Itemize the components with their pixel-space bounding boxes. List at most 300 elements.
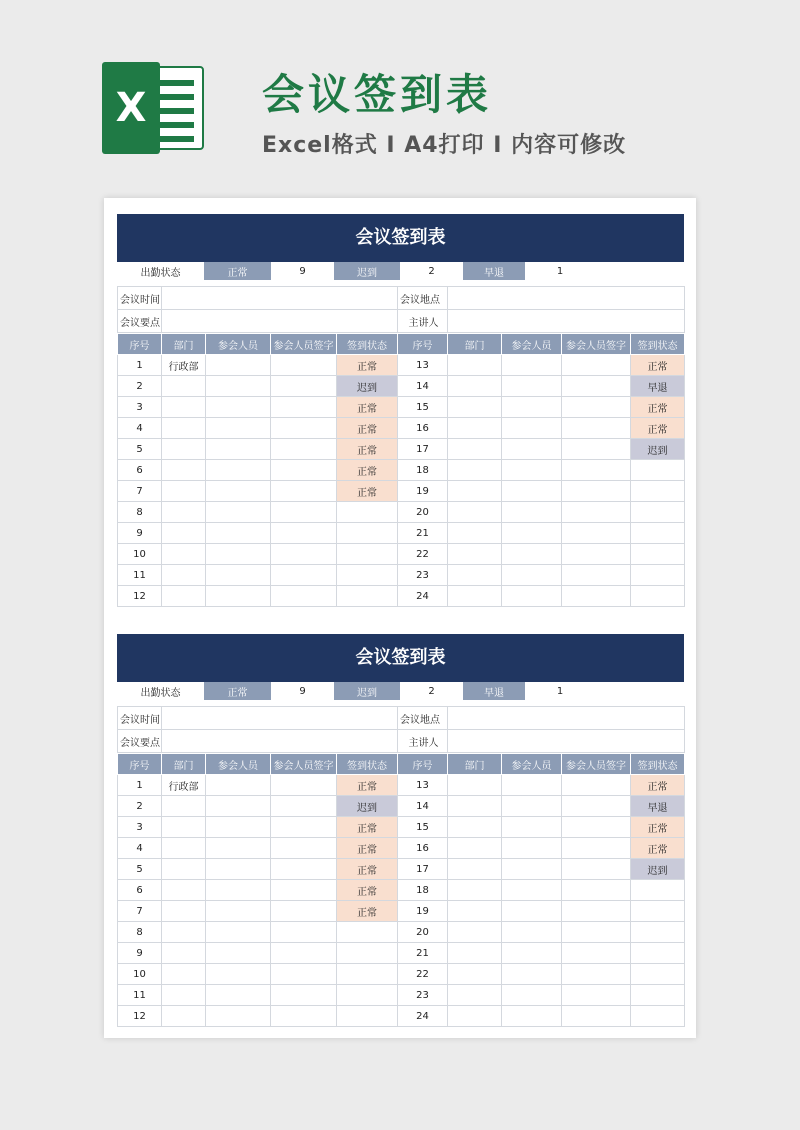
signin-status-cell[interactable]: 正常 (631, 355, 685, 376)
column-header: 部门 (162, 334, 206, 355)
signin-status-cell[interactable] (337, 922, 398, 943)
meeting-time-label: 会议时间 (118, 287, 162, 310)
attendee-cell[interactable] (206, 355, 271, 376)
column-header: 签到状态 (337, 754, 398, 775)
attendance-type-label: 早退 (463, 262, 525, 280)
page-title: 会议签到表 (262, 70, 493, 119)
meeting-info (117, 286, 685, 333)
department-cell[interactable] (448, 985, 502, 1006)
signature-cell[interactable] (271, 817, 337, 838)
row-number: 13 (398, 775, 448, 796)
row-number: 17 (398, 439, 448, 460)
signature-cell[interactable] (271, 838, 337, 859)
department-cell[interactable] (448, 796, 502, 817)
signature-cell[interactable] (562, 775, 631, 796)
signin-sheet (117, 214, 684, 607)
attendee-cell[interactable] (206, 460, 271, 481)
attendee-cell[interactable] (206, 1006, 271, 1027)
attendee-cell[interactable] (502, 985, 562, 1006)
signin-status-cell[interactable] (631, 901, 685, 922)
table-row (118, 880, 685, 901)
row-number: 11 (118, 985, 162, 1006)
signature-cell[interactable] (562, 565, 631, 586)
signature-cell[interactable] (271, 355, 337, 376)
attendee-cell[interactable] (206, 796, 271, 817)
department-cell[interactable] (162, 922, 206, 943)
row-number: 5 (118, 439, 162, 460)
signin-status-cell[interactable]: 正常 (337, 439, 398, 460)
attendee-cell[interactable] (206, 418, 271, 439)
signature-cell[interactable] (562, 355, 631, 376)
attendee-cell[interactable] (502, 922, 562, 943)
signin-status-cell[interactable] (337, 964, 398, 985)
attendee-cell[interactable] (502, 418, 562, 439)
row-number: 12 (118, 586, 162, 607)
signature-cell[interactable] (562, 460, 631, 481)
attendee-cell[interactable] (502, 1006, 562, 1027)
signature-cell[interactable] (271, 502, 337, 523)
column-header: 参会人员 (206, 754, 271, 775)
table-row (118, 901, 685, 922)
signature-cell[interactable] (271, 418, 337, 439)
attendee-cell[interactable] (502, 544, 562, 565)
row-number: 20 (398, 922, 448, 943)
signin-status-cell[interactable]: 正常 (337, 481, 398, 502)
signin-status-cell[interactable] (631, 502, 685, 523)
column-header: 参会人员 (502, 334, 562, 355)
attendee-cell[interactable] (502, 880, 562, 901)
signature-cell[interactable] (562, 502, 631, 523)
attendee-cell[interactable] (502, 355, 562, 376)
row-number: 4 (118, 418, 162, 439)
signature-cell[interactable] (562, 1006, 631, 1027)
meeting-points-label: 会议要点 (118, 730, 162, 753)
row-number: 10 (118, 964, 162, 985)
attendee-cell[interactable] (206, 523, 271, 544)
table-row (118, 565, 685, 586)
signin-status-cell[interactable]: 正常 (337, 397, 398, 418)
signature-cell[interactable] (271, 964, 337, 985)
signature-cell[interactable] (271, 565, 337, 586)
signature-cell[interactable] (271, 922, 337, 943)
department-cell[interactable] (162, 565, 206, 586)
signature-cell[interactable] (562, 523, 631, 544)
signin-status-cell[interactable]: 正常 (337, 880, 398, 901)
attendee-cell[interactable] (502, 502, 562, 523)
sheet-title: 会议签到表 (117, 214, 684, 262)
signin-status-cell[interactable]: 正常 (337, 775, 398, 796)
department-cell[interactable] (448, 481, 502, 502)
department-cell[interactable] (162, 859, 206, 880)
department-cell[interactable]: 行政部 (162, 355, 206, 376)
row-number: 16 (398, 418, 448, 439)
signin-status-cell[interactable]: 正常 (631, 397, 685, 418)
signin-status-cell[interactable]: 正常 (337, 418, 398, 439)
signin-status-cell[interactable] (631, 943, 685, 964)
row-number: 6 (118, 880, 162, 901)
signin-status-cell[interactable] (337, 544, 398, 565)
attendee-cell[interactable] (206, 586, 271, 607)
speaker-field[interactable] (448, 310, 685, 333)
signin-status-cell[interactable] (631, 964, 685, 985)
table-row (118, 355, 685, 376)
row-number: 10 (118, 544, 162, 565)
signature-cell[interactable] (562, 817, 631, 838)
table-row (118, 523, 685, 544)
signature-cell[interactable] (271, 481, 337, 502)
signin-status-cell[interactable] (631, 544, 685, 565)
signature-cell[interactable] (271, 586, 337, 607)
attendee-cell[interactable] (206, 502, 271, 523)
department-cell[interactable] (448, 838, 502, 859)
signature-cell[interactable] (562, 985, 631, 1006)
signature-cell[interactable] (271, 397, 337, 418)
signin-status-cell[interactable]: 迟到 (631, 439, 685, 460)
signature-cell[interactable] (562, 943, 631, 964)
department-cell[interactable] (448, 901, 502, 922)
department-cell[interactable] (162, 418, 206, 439)
table-row (118, 943, 685, 964)
signin-status-cell[interactable]: 早退 (631, 376, 685, 397)
column-header: 签到状态 (631, 334, 685, 355)
signature-cell[interactable] (271, 376, 337, 397)
attendance-type-label: 迟到 (334, 262, 400, 280)
attendee-cell[interactable] (502, 586, 562, 607)
attendee-cell[interactable] (206, 901, 271, 922)
attendee-cell[interactable] (206, 964, 271, 985)
row-number: 13 (398, 355, 448, 376)
department-cell[interactable] (448, 565, 502, 586)
signature-cell[interactable] (271, 1006, 337, 1027)
row-number: 7 (118, 901, 162, 922)
attendance-summary (117, 682, 684, 700)
signature-cell[interactable] (271, 985, 337, 1006)
signature-cell[interactable] (562, 901, 631, 922)
department-cell[interactable] (448, 880, 502, 901)
attendance-summary (117, 262, 684, 280)
row-number: 23 (398, 985, 448, 1006)
department-cell[interactable] (162, 880, 206, 901)
table-row (118, 586, 685, 607)
signin-status-cell[interactable] (631, 985, 685, 1006)
department-cell[interactable] (162, 964, 206, 985)
column-header: 参会人员 (206, 334, 271, 355)
signature-cell[interactable] (271, 439, 337, 460)
table-row (118, 397, 685, 418)
signin-status-cell[interactable]: 正常 (337, 355, 398, 376)
signin-table (117, 333, 685, 607)
department-cell[interactable] (448, 523, 502, 544)
department-cell[interactable] (162, 397, 206, 418)
signature-cell[interactable] (271, 775, 337, 796)
attendance-count: 2 (428, 685, 435, 697)
table-row (118, 985, 685, 1006)
table-row (118, 418, 685, 439)
department-cell[interactable] (448, 355, 502, 376)
signin-status-cell[interactable]: 正常 (631, 838, 685, 859)
row-number: 4 (118, 838, 162, 859)
attendee-cell[interactable] (502, 838, 562, 859)
signin-status-cell[interactable] (337, 502, 398, 523)
department-cell[interactable] (448, 418, 502, 439)
attendee-cell[interactable] (206, 775, 271, 796)
row-number: 5 (118, 859, 162, 880)
attendance-type-label: 迟到 (334, 682, 400, 700)
signature-cell[interactable] (271, 523, 337, 544)
signin-status-cell[interactable] (631, 880, 685, 901)
signature-cell[interactable] (271, 460, 337, 481)
page-subtitle: Excel格式 I A4打印 I 内容可修改 (262, 133, 627, 158)
signin-status-cell[interactable] (337, 943, 398, 964)
row-number: 15 (398, 397, 448, 418)
attendee-cell[interactable] (502, 964, 562, 985)
signin-status-cell[interactable] (631, 481, 685, 502)
signin-status-cell[interactable] (337, 586, 398, 607)
signin-status-cell[interactable] (631, 460, 685, 481)
department-cell[interactable] (448, 586, 502, 607)
department-cell[interactable] (448, 817, 502, 838)
department-cell[interactable] (448, 439, 502, 460)
table-row (118, 817, 685, 838)
department-cell[interactable] (448, 1006, 502, 1027)
department-cell[interactable] (162, 460, 206, 481)
row-number: 11 (118, 565, 162, 586)
column-header: 序号 (118, 754, 162, 775)
attendee-cell[interactable] (502, 439, 562, 460)
signature-cell[interactable] (562, 439, 631, 460)
excel-logo-icon (102, 62, 206, 154)
attendee-cell[interactable] (502, 859, 562, 880)
row-number: 21 (398, 943, 448, 964)
department-cell[interactable] (162, 901, 206, 922)
attendee-cell[interactable] (206, 880, 271, 901)
row-number: 9 (118, 943, 162, 964)
attendee-cell[interactable] (502, 376, 562, 397)
department-cell[interactable] (162, 985, 206, 1006)
signature-cell[interactable] (562, 586, 631, 607)
department-cell[interactable] (448, 964, 502, 985)
department-cell[interactable] (162, 586, 206, 607)
signature-cell[interactable] (562, 859, 631, 880)
signature-cell[interactable] (562, 397, 631, 418)
row-number: 18 (398, 460, 448, 481)
signin-sheet (117, 634, 684, 1027)
attendance-count: 9 (299, 265, 306, 277)
signin-status-cell[interactable]: 迟到 (337, 796, 398, 817)
attendance-count: 1 (556, 685, 564, 697)
signature-cell[interactable] (562, 838, 631, 859)
attendee-cell[interactable] (502, 481, 562, 502)
attendee-cell[interactable] (502, 460, 562, 481)
row-number: 17 (398, 859, 448, 880)
signature-cell[interactable] (562, 544, 631, 565)
signature-cell[interactable] (562, 376, 631, 397)
signin-status-cell[interactable] (631, 922, 685, 943)
meeting-points-field[interactable] (162, 730, 398, 753)
column-header: 签到状态 (337, 334, 398, 355)
column-header: 签到状态 (631, 754, 685, 775)
column-header: 序号 (398, 754, 448, 775)
department-cell[interactable] (448, 943, 502, 964)
row-number: 22 (398, 544, 448, 565)
signin-status-cell[interactable] (337, 1006, 398, 1027)
attendee-cell[interactable] (502, 943, 562, 964)
attendee-cell[interactable] (206, 565, 271, 586)
row-number: 9 (118, 523, 162, 544)
row-number: 2 (118, 376, 162, 397)
signin-status-cell[interactable]: 正常 (337, 901, 398, 922)
signature-cell[interactable] (562, 964, 631, 985)
attendee-cell[interactable] (206, 943, 271, 964)
meeting-place-field[interactable] (448, 707, 685, 730)
excel-logo-letter: X (102, 62, 160, 154)
attendee-cell[interactable] (206, 544, 271, 565)
attendee-cell[interactable] (206, 859, 271, 880)
signin-status-cell[interactable]: 迟到 (337, 376, 398, 397)
signin-status-cell[interactable]: 正常 (337, 460, 398, 481)
table-row (118, 376, 685, 397)
attendee-cell[interactable] (206, 481, 271, 502)
sheet-title: 会议签到表 (117, 634, 684, 682)
department-cell[interactable] (448, 397, 502, 418)
attendee-cell[interactable] (206, 376, 271, 397)
row-number: 15 (398, 817, 448, 838)
signin-status-cell[interactable] (631, 523, 685, 544)
department-cell[interactable] (162, 544, 206, 565)
attendee-cell[interactable] (206, 439, 271, 460)
attendee-cell[interactable] (502, 775, 562, 796)
signin-status-cell[interactable]: 迟到 (631, 859, 685, 880)
row-number: 8 (118, 502, 162, 523)
department-cell[interactable] (448, 376, 502, 397)
meeting-place-label: 会议地点 (398, 707, 448, 730)
document-page (104, 198, 696, 1038)
signin-status-cell[interactable] (337, 565, 398, 586)
attendee-cell[interactable] (502, 523, 562, 544)
attendee-cell[interactable] (502, 817, 562, 838)
attendee-cell[interactable] (206, 838, 271, 859)
column-header: 参会人员签字 (562, 754, 631, 775)
signin-status-cell[interactable] (631, 586, 685, 607)
department-cell[interactable] (162, 1006, 206, 1027)
table-row (118, 502, 685, 523)
attendee-cell[interactable] (502, 565, 562, 586)
attendance-type-label: 正常 (204, 682, 271, 700)
signature-cell[interactable] (562, 481, 631, 502)
signin-status-cell[interactable]: 正常 (337, 817, 398, 838)
meeting-points-label: 会议要点 (118, 310, 162, 333)
meeting-place-field[interactable] (448, 287, 685, 310)
attendee-cell[interactable] (206, 985, 271, 1006)
column-header: 参会人员签字 (271, 754, 337, 775)
column-header: 序号 (398, 334, 448, 355)
department-cell[interactable] (162, 943, 206, 964)
signature-cell[interactable] (562, 922, 631, 943)
row-number: 1 (118, 775, 162, 796)
meeting-points-field[interactable] (162, 310, 398, 333)
table-row (118, 796, 685, 817)
signin-status-cell[interactable] (337, 523, 398, 544)
department-cell[interactable] (162, 481, 206, 502)
meeting-place-label: 会议地点 (398, 287, 448, 310)
department-cell[interactable] (162, 796, 206, 817)
signin-status-cell[interactable] (631, 1006, 685, 1027)
table-row (118, 460, 685, 481)
department-cell[interactable] (448, 859, 502, 880)
meeting-time-label: 会议时间 (118, 707, 162, 730)
signature-cell[interactable] (271, 880, 337, 901)
signin-status-cell[interactable] (631, 565, 685, 586)
department-cell[interactable] (162, 502, 206, 523)
attendance-label: 出勤状态 (140, 267, 181, 279)
signature-cell[interactable] (562, 418, 631, 439)
attendance-label: 出勤状态 (140, 687, 181, 699)
column-header: 部门 (162, 754, 206, 775)
table-row (118, 838, 685, 859)
attendee-cell[interactable] (206, 817, 271, 838)
signin-status-cell[interactable] (337, 985, 398, 1006)
department-cell[interactable] (162, 817, 206, 838)
table-row (118, 544, 685, 565)
signin-status-cell[interactable]: 正常 (631, 418, 685, 439)
signature-cell[interactable] (562, 880, 631, 901)
table-row (118, 775, 685, 796)
department-cell[interactable] (448, 775, 502, 796)
attendee-cell[interactable] (502, 397, 562, 418)
signin-status-cell[interactable]: 早退 (631, 796, 685, 817)
signature-cell[interactable] (271, 901, 337, 922)
row-number: 24 (398, 1006, 448, 1027)
attendee-cell[interactable] (206, 922, 271, 943)
signin-status-cell[interactable]: 正常 (631, 775, 685, 796)
department-cell[interactable]: 行政部 (162, 775, 206, 796)
signin-status-cell[interactable]: 正常 (337, 838, 398, 859)
department-cell[interactable] (162, 838, 206, 859)
meeting-time-field[interactable] (162, 707, 398, 730)
row-number: 12 (118, 1006, 162, 1027)
department-cell[interactable] (162, 376, 206, 397)
meeting-time-field[interactable] (162, 287, 398, 310)
signature-cell[interactable] (271, 544, 337, 565)
row-number: 7 (118, 481, 162, 502)
attendee-cell[interactable] (502, 796, 562, 817)
department-cell[interactable] (448, 544, 502, 565)
department-cell[interactable] (448, 460, 502, 481)
column-header: 参会人员签字 (562, 334, 631, 355)
attendance-type-label: 正常 (204, 262, 271, 280)
attendee-cell[interactable] (502, 901, 562, 922)
signature-cell[interactable] (271, 796, 337, 817)
department-cell[interactable] (448, 502, 502, 523)
signin-status-cell[interactable]: 正常 (631, 817, 685, 838)
row-number: 22 (398, 964, 448, 985)
department-cell[interactable] (162, 439, 206, 460)
speaker-label: 主讲人 (398, 730, 448, 753)
attendee-cell[interactable] (206, 397, 271, 418)
department-cell[interactable] (448, 922, 502, 943)
signature-cell[interactable] (271, 859, 337, 880)
signature-cell[interactable] (271, 943, 337, 964)
attendance-type-label: 早退 (463, 682, 525, 700)
department-cell[interactable] (162, 523, 206, 544)
signature-cell[interactable] (562, 796, 631, 817)
meeting-info (117, 706, 685, 753)
speaker-field[interactable] (448, 730, 685, 753)
column-header: 序号 (118, 334, 162, 355)
signin-table (117, 753, 685, 1027)
row-number: 18 (398, 880, 448, 901)
signin-status-cell[interactable]: 正常 (337, 859, 398, 880)
